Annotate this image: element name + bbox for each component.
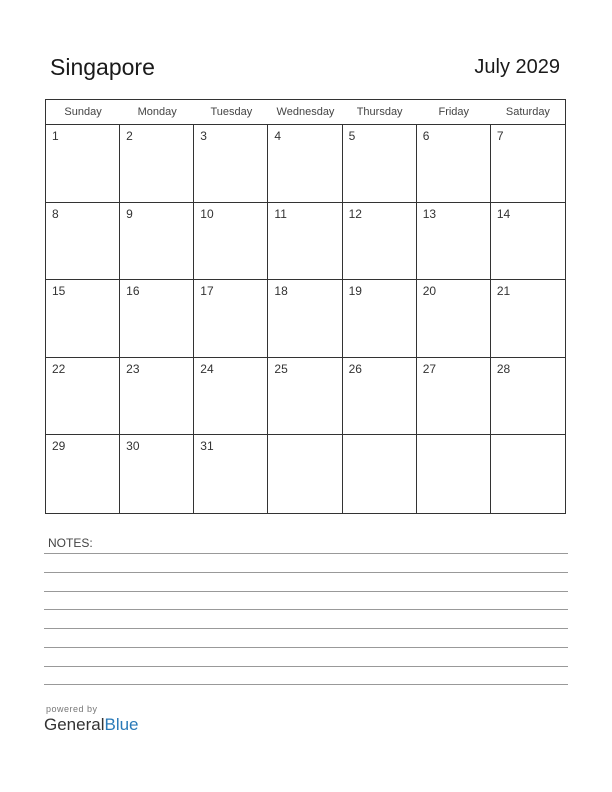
day-number: 2 xyxy=(126,129,133,143)
day-cell xyxy=(194,435,268,513)
weekday-wednesday: Wednesday xyxy=(276,106,335,118)
note-line xyxy=(44,647,568,648)
weekday-thursday: Thursday xyxy=(356,106,403,118)
day-number: 28 xyxy=(496,361,511,376)
day-cell xyxy=(120,358,194,435)
week-row xyxy=(46,125,565,203)
day-cell xyxy=(491,125,565,202)
day-number: 13 xyxy=(422,206,437,221)
week-row xyxy=(46,435,565,513)
day-cell xyxy=(343,280,417,357)
week-row xyxy=(46,358,565,436)
day-number: 6 xyxy=(422,129,430,143)
day-number: 26 xyxy=(348,361,362,376)
powered-by-text: powered by xyxy=(46,704,98,714)
note-line xyxy=(44,628,568,629)
day-cell xyxy=(46,358,120,435)
note-line xyxy=(44,553,568,554)
day-number: 21 xyxy=(496,284,511,299)
day-number: 16 xyxy=(126,284,140,299)
day-cell xyxy=(268,125,342,202)
brand-name xyxy=(44,715,139,735)
weekday-friday: Friday xyxy=(438,106,470,118)
brand-blue-text: Blue xyxy=(104,715,139,734)
weekday-tuesday: Tuesday xyxy=(210,106,253,118)
day-number: 15 xyxy=(52,284,66,299)
day-cell xyxy=(491,358,565,435)
day-number: 27 xyxy=(422,361,437,376)
day-cell xyxy=(491,203,565,280)
day-number: 30 xyxy=(126,439,140,454)
week-row xyxy=(46,203,565,281)
note-line xyxy=(44,572,568,573)
note-line xyxy=(44,609,568,610)
day-cell xyxy=(343,125,417,202)
day-number: 10 xyxy=(200,206,214,221)
note-line xyxy=(44,684,568,685)
day-number: 14 xyxy=(496,206,511,221)
day-cell xyxy=(417,280,491,357)
day-number: 4 xyxy=(274,129,282,143)
day-number: 29 xyxy=(52,439,66,454)
day-number: 24 xyxy=(200,361,214,376)
day-number: 19 xyxy=(348,284,362,299)
day-number: 18 xyxy=(274,284,288,299)
weekday-sunday: Sunday xyxy=(64,106,102,118)
weekday-header-row xyxy=(46,100,565,125)
day-cell xyxy=(120,435,194,513)
day-number: 5 xyxy=(348,129,356,143)
day-cell xyxy=(194,280,268,357)
day-cell xyxy=(417,435,491,513)
day-cell xyxy=(417,125,491,202)
day-cell xyxy=(343,435,417,513)
generalblue-logo xyxy=(44,704,139,735)
day-cell xyxy=(120,280,194,357)
day-cell xyxy=(46,435,120,513)
month-year-title: July 2029 xyxy=(474,56,560,78)
day-cell xyxy=(417,203,491,280)
day-cell xyxy=(491,435,565,513)
day-cell xyxy=(268,358,342,435)
day-cell xyxy=(343,203,417,280)
day-number: 25 xyxy=(274,361,288,376)
day-number: 9 xyxy=(126,206,133,221)
day-number: 31 xyxy=(200,439,214,454)
note-line xyxy=(44,666,568,667)
day-number: 23 xyxy=(126,361,140,376)
day-cell xyxy=(268,203,342,280)
day-cell xyxy=(120,125,194,202)
note-line xyxy=(44,591,568,592)
day-cell xyxy=(417,358,491,435)
day-cell xyxy=(194,203,268,280)
calendar-grid xyxy=(45,99,566,514)
weekday-saturday: Saturday xyxy=(505,106,550,118)
day-number: 12 xyxy=(348,206,362,221)
day-cell xyxy=(46,280,120,357)
day-number: 7 xyxy=(496,129,504,143)
notes-label: NOTES: xyxy=(48,536,93,550)
day-number: 3 xyxy=(200,129,207,143)
country-title: Singapore xyxy=(50,54,155,80)
day-number: 8 xyxy=(52,206,59,221)
day-cell xyxy=(491,280,565,357)
day-number: 11 xyxy=(274,206,287,221)
weekday-monday: Monday xyxy=(137,106,177,118)
day-number: 20 xyxy=(422,284,437,299)
day-number: 22 xyxy=(52,361,66,376)
day-cell xyxy=(194,358,268,435)
day-cell xyxy=(194,125,268,202)
day-number: 17 xyxy=(200,284,214,299)
day-cell xyxy=(268,280,342,357)
day-cell xyxy=(120,203,194,280)
day-number: 1 xyxy=(52,129,59,143)
day-cell xyxy=(343,358,417,435)
day-cell xyxy=(46,203,120,280)
week-row xyxy=(46,280,565,358)
day-cell xyxy=(46,125,120,202)
day-cell xyxy=(268,435,342,513)
brand-general-text: General xyxy=(44,715,105,734)
